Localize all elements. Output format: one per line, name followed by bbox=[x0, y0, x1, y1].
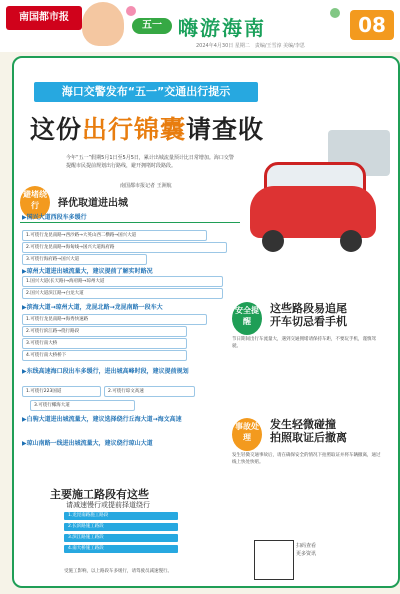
route-item: 3.可绕行南大桥 bbox=[22, 338, 187, 349]
section1-sub2: ▶琼州大道进出城流量大，建议提前了解实时路况 bbox=[22, 268, 153, 275]
section2-body: 节日期间出行车流量大，遇到交通拥堵请保持车距，不要玩手机，谨慎驾驶。 bbox=[232, 337, 376, 349]
route-item: 1.可绕行龙昆南路→海秀快速路 bbox=[22, 314, 207, 325]
section4-heading: 主要施工路段有这些 bbox=[50, 488, 149, 501]
section-divider bbox=[20, 222, 240, 223]
route-item: 3.可绕行海府路→国兴大道 bbox=[22, 254, 147, 265]
construction-item: 2.长滨路施工路段 bbox=[64, 523, 178, 531]
route-item: 2.国兴大道滨江路→白龙大道 bbox=[22, 288, 223, 299]
route-item: 1.可绕行223国道 bbox=[22, 386, 101, 397]
wheel-icon bbox=[340, 230, 362, 252]
page-number: 08 bbox=[350, 10, 394, 40]
section1-sub4: ▶东线高速海口段出车多缓行，进出城高峰时段，建议提前规划 bbox=[22, 368, 189, 375]
section1-sub6: ▶琼山南路一线进出城流量大，建议绕行琼山大道 bbox=[22, 440, 153, 447]
qr-caption: 扫码查看 更多资讯 bbox=[296, 543, 317, 557]
route-item: 2.可绕行龙昆南路→海甸线→国兴大道海府路 bbox=[22, 242, 227, 253]
route-item: 1.国兴大道(长天路)→海府路→琼州大道 bbox=[22, 276, 223, 287]
section4-footer: 受施工影响，以上路段车多缓行，请驾驶员减速慢行。 bbox=[64, 569, 172, 574]
flower-decoration bbox=[126, 6, 136, 16]
section4-subheading: 请减速慢行或提前择道绕行 bbox=[66, 501, 150, 509]
flower-decoration bbox=[330, 8, 340, 18]
section3-heading: 发生轻微碰撞 拍照取证后撤离 bbox=[270, 418, 347, 444]
construction-item: 1.龙昆南路施工路段 bbox=[64, 512, 178, 520]
section1-heading: 择优取道进出城 bbox=[58, 198, 128, 209]
section3-body: 发生轻微交通事故后，请在确保安全的情况下拍照取证并将车辆撤离，通过线上快处快赔。 bbox=[232, 453, 381, 465]
article-lead: 今年“五一”假期5月1日至5月5日，累计出城流量预计比日常增加。海口交警提醒市民提前规划出行路线，避开拥堵时段路段。 bbox=[66, 155, 234, 169]
tag-detour: 避堵绕行 bbox=[20, 186, 50, 219]
qr-code bbox=[254, 540, 294, 580]
section-title: 嗨游海南 bbox=[178, 16, 266, 40]
section1-sub1: ▶国兴大道西段车多缓行 bbox=[22, 214, 87, 221]
car-illustration bbox=[232, 130, 392, 262]
tag-accident: 事故处理 bbox=[232, 418, 262, 451]
wheel-icon bbox=[262, 230, 284, 252]
article-banner: 海口交警发布“五一”交通出行提示 bbox=[34, 82, 258, 102]
section1-sub5: ▶白驹大道进出城流量大，建议选择绕行丘海大道→海文高速 bbox=[22, 416, 182, 423]
article-title: 这份出行锦囊请查收 bbox=[30, 115, 265, 144]
section1-sub3: ▶滨海大道→琼州大道，龙昆北路→龙昆南路一段车大 bbox=[22, 304, 163, 311]
route-item: 4.可绕行南大桥桥下 bbox=[22, 350, 187, 361]
section2-heading: 这些路段易追尾 开车切忌看手机 bbox=[270, 302, 347, 328]
byline: 南国都市报记者 王洲航 bbox=[120, 183, 172, 189]
route-item: 1.可绕行龙昆南路→西沙路→大英山西二横路→国兴大道 bbox=[22, 230, 207, 241]
construction-item: 3.滨江路施工路段 bbox=[64, 534, 178, 542]
dateline: 2024年4月30日 星期二 责编/王雪淳 美编/李思 bbox=[196, 43, 305, 49]
route-item: 3.可绕行椰海大道 bbox=[30, 400, 135, 411]
newspaper-logo: 南国都市报 bbox=[6, 6, 82, 30]
girl-illustration bbox=[82, 2, 124, 46]
tag-safety: 安全提醒 bbox=[232, 302, 262, 335]
holiday-badge: 五一 bbox=[132, 18, 172, 34]
construction-item: 4.南大桥施工路段 bbox=[64, 545, 178, 553]
route-item: 2.可绕行琼文高速 bbox=[104, 386, 195, 397]
route-item: 2.可绕行滨江路→绕行路段 bbox=[22, 326, 187, 337]
